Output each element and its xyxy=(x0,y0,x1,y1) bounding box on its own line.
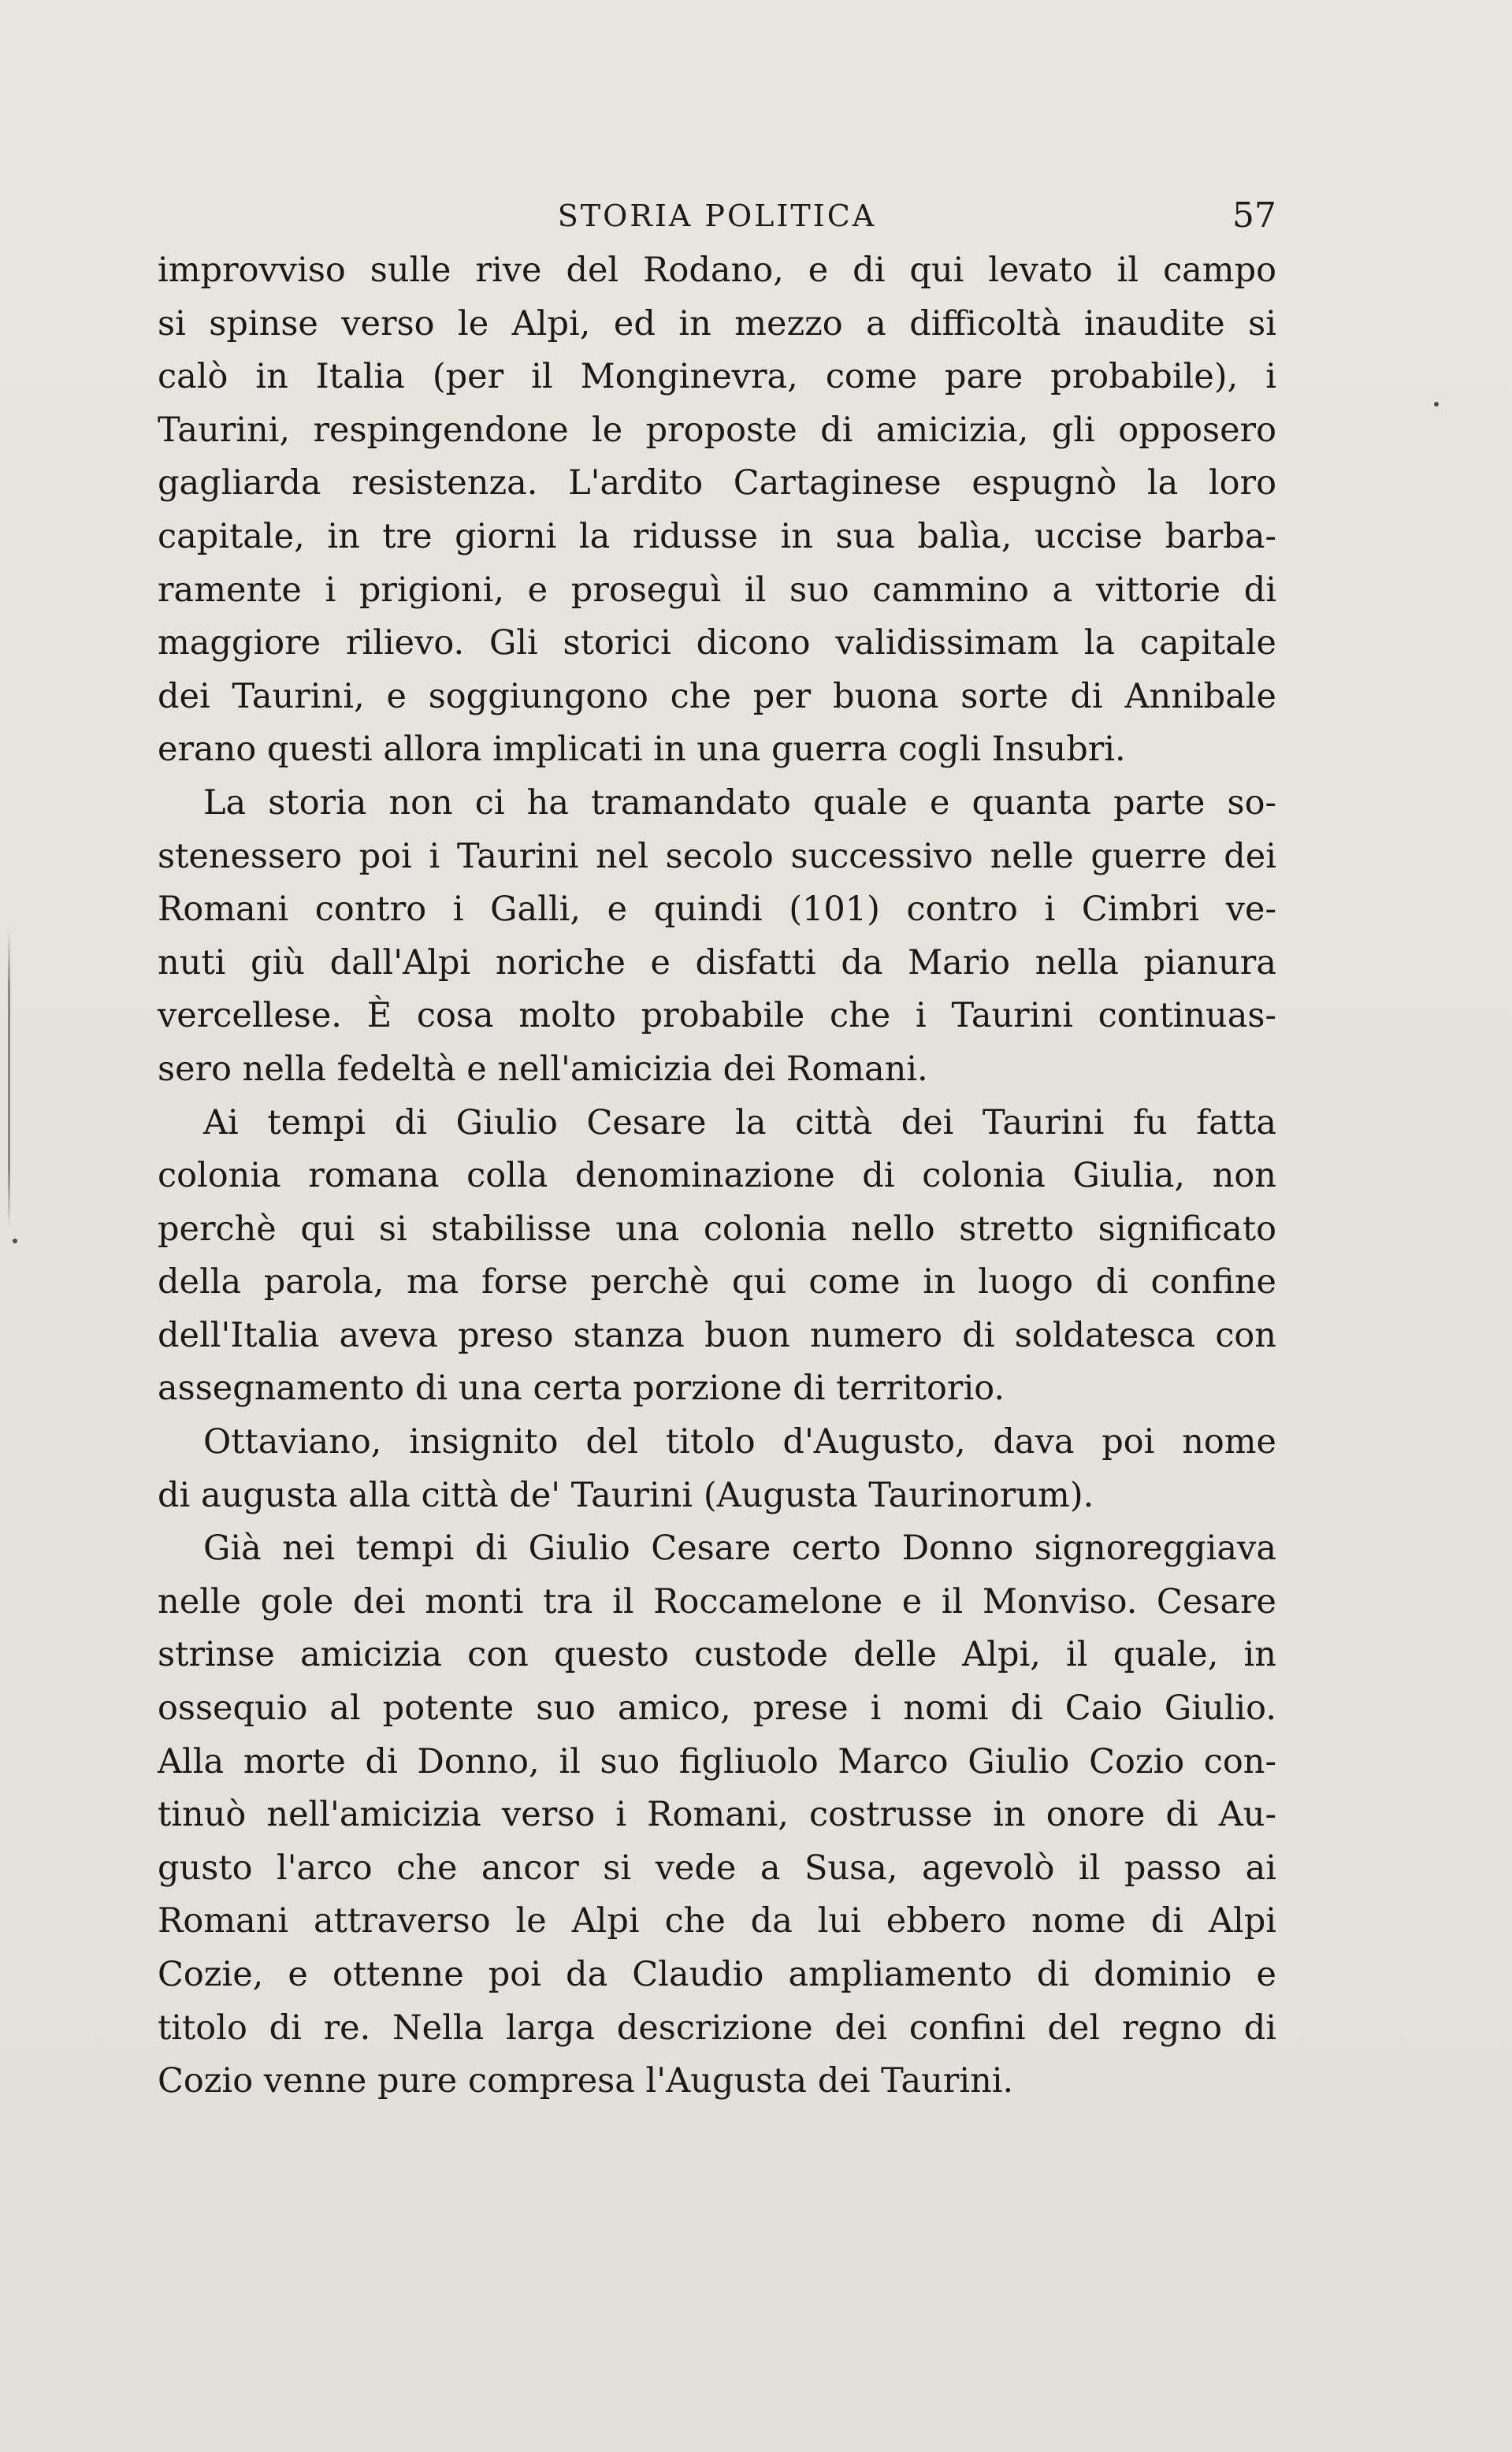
text-line: si spinse verso le Alpi, ed in mezzo a difficoltà inaudite si xyxy=(158,303,1276,344)
running-title: STORIA POLITICA xyxy=(557,199,877,233)
text-line: Ai tempi di Giulio Cesare la città dei Taurini fu fatta xyxy=(203,1102,1276,1142)
text-line: sero nella fedeltà e nell'amicizia dei Romani. xyxy=(158,1049,928,1089)
text-line: nelle gole dei monti tra il Roccamelone e il Monviso. Cesare xyxy=(158,1581,1276,1622)
page-number: 57 xyxy=(1232,195,1276,236)
text-line: gusto l'arco che ancor si vede a Susa, agevolò il passo ai xyxy=(158,1848,1276,1888)
text-line: erano questi allora implicati in una guerra cogli Insubri. xyxy=(158,730,1126,770)
ink-speck xyxy=(1434,402,1439,407)
page-header xyxy=(158,192,1276,240)
text-line: Ottaviano, insignito del titolo d'Augusto, dava poi nome xyxy=(203,1422,1276,1462)
text-line: della parola, ma forse perchè qui come in luogo di confine xyxy=(158,1262,1276,1302)
text-line: Romani attraverso le Alpi che da lui ebbero nome di Alpi xyxy=(158,1901,1276,1941)
text-line: stenessero poi i Taurini nel secolo successivo nelle guerre dei xyxy=(158,836,1276,876)
text-line: dell'Italia aveva preso stanza buon numero di soldatesca con xyxy=(158,1315,1276,1355)
text-line: nuti giù dall'Alpi noriche e disfatti da Mario nella pianura xyxy=(158,942,1276,983)
text-line: Cozie, e ottenne poi da Claudio ampliamento di dominio e xyxy=(158,1955,1276,1994)
text-line: Cozio venne pure compresa l'Augusta dei Taurini. xyxy=(158,2061,1014,2101)
text-line: Già nei tempi di Giulio Cesare certo Donno signoreggiava xyxy=(203,1529,1276,1569)
text-line: ossequio al potente suo amico, prese i nomi di Caio Giulio. xyxy=(158,1689,1276,1729)
text-line: capitale, in tre giorni la ridusse in sua balìa, uccise barba- xyxy=(158,516,1276,556)
text-line: assegnamento di una certa porzione di territorio. xyxy=(158,1369,1005,1409)
text-line: perchè qui si stabilisse una colonia nello stretto significato xyxy=(158,1209,1276,1249)
text-line: colonia romana colla denominazione di colonia Giulia, non xyxy=(158,1156,1276,1196)
text-line: Alla morte di Donno, il suo figliuolo Marco Giulio Cozio con- xyxy=(158,1741,1276,1781)
text-line: di augusta alla città de' Taurini (Augusta Taurinorum). xyxy=(158,1475,1094,1515)
text-line: Taurini, respingendone le proposte di amicizia, gli opposero xyxy=(158,410,1276,450)
text-line: ramente i prigioni, e proseguì il suo cammino a vittorie di xyxy=(158,570,1276,610)
body-text xyxy=(158,244,1276,2108)
text-line: strinse amicizia con questo custode delle Alpi, il quale, in xyxy=(158,1635,1276,1675)
ink-speck xyxy=(13,1239,17,1243)
text-line: gagliarda resistenza. L'ardito Cartaginese espugnò la loro xyxy=(158,463,1276,503)
text-line: Romani contro i Galli, e quindi (101) contro i Cimbri ve- xyxy=(158,890,1276,930)
text-line: La storia non ci ha tramandato quale e quanta parte so- xyxy=(203,782,1276,823)
text-line: improvviso sulle rive del Rodano, e di qui levato il campo xyxy=(158,251,1276,290)
text-line: vercellese. È cosa molto probabile che i Taurini continuas- xyxy=(158,996,1276,1036)
text-line: titolo di re. Nella larga descrizione dei confini del regno di xyxy=(158,2008,1276,2048)
binding-shadow xyxy=(8,930,10,1229)
text-line: maggiore rilievo. Gli storici dicono validissimam la capitale xyxy=(158,623,1276,663)
text-line: calò in Italia (per il Monginevra, come pare probabile), i xyxy=(158,357,1276,397)
text-line: dei Taurini, e soggiungono che per buona sorte di Annibale xyxy=(158,676,1276,716)
text-line: tinuò nell'amicizia verso i Romani, costrusse in onore di Au- xyxy=(158,1795,1276,1835)
